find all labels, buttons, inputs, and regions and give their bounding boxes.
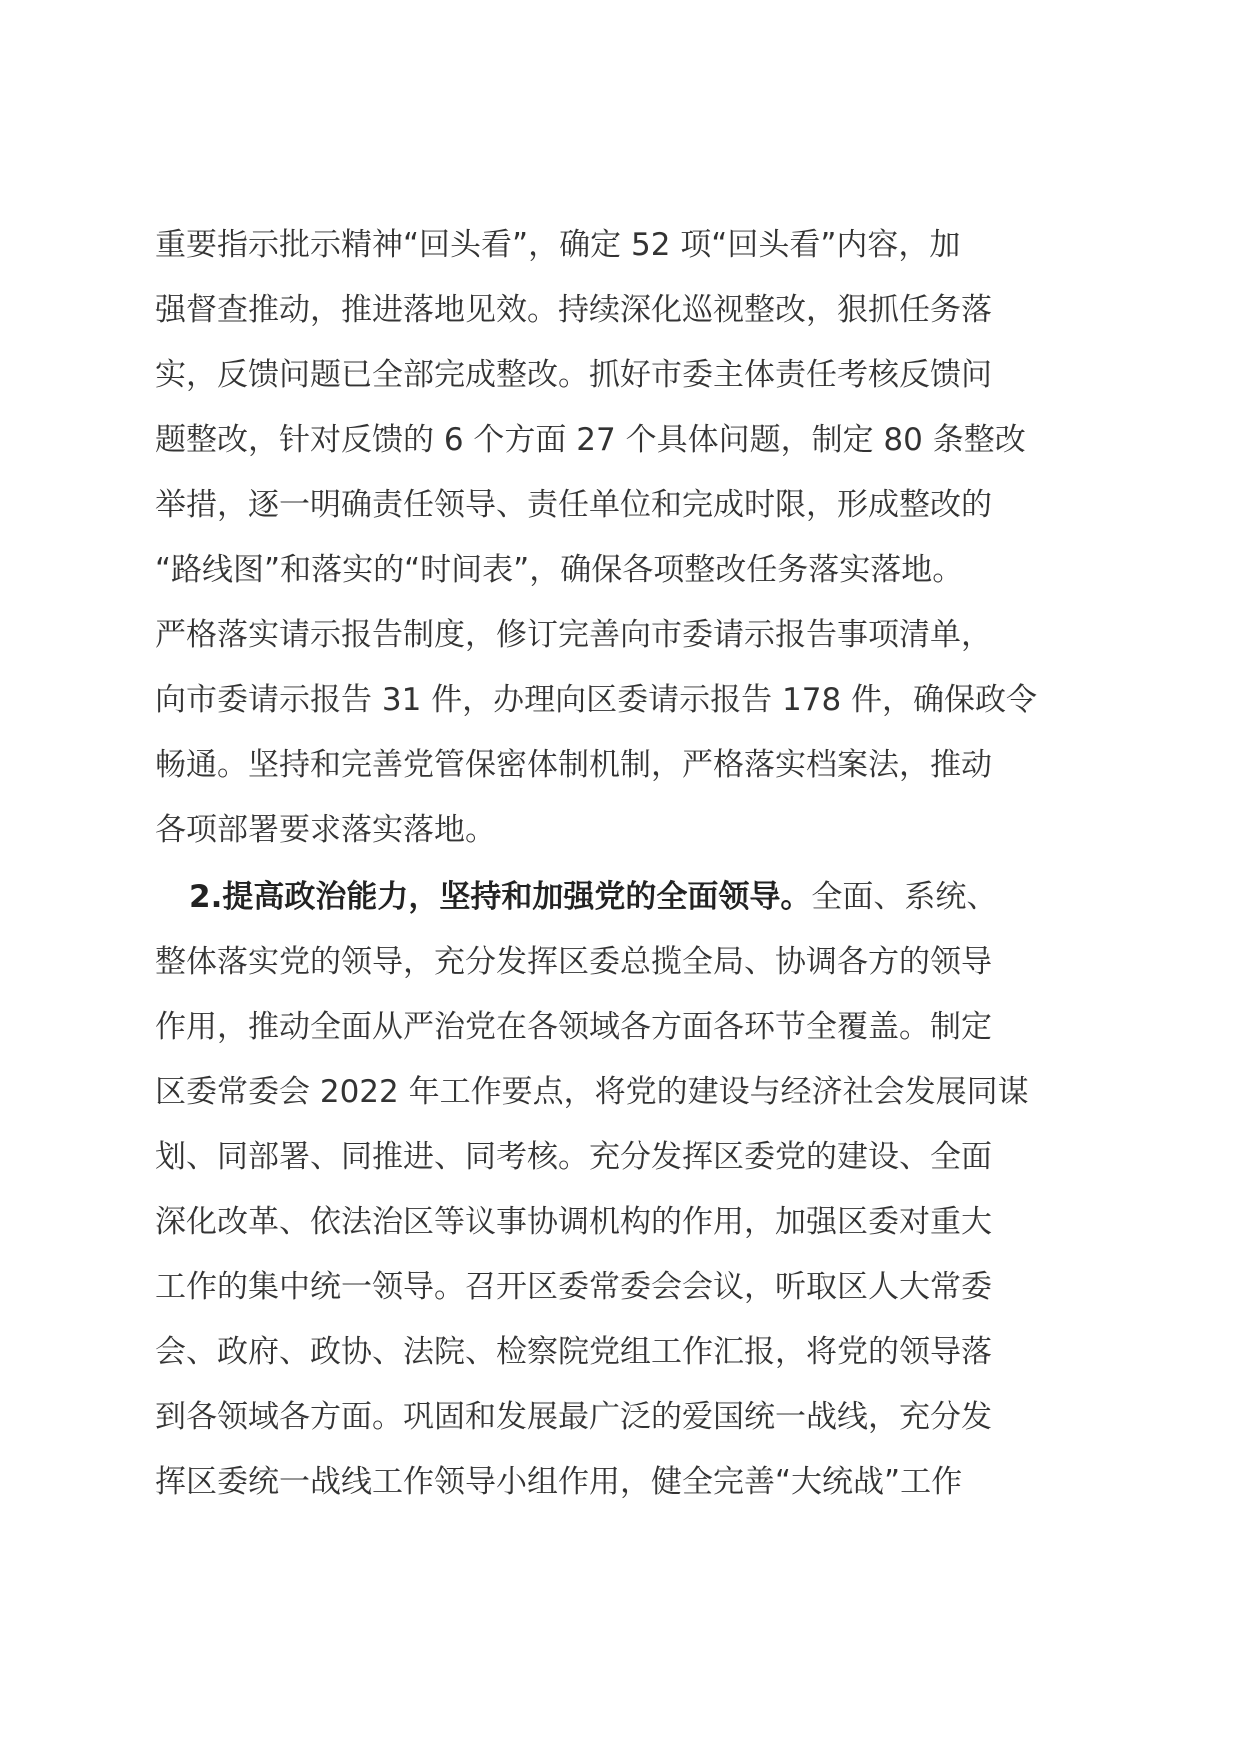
text-line: 工作的集中统一领导。召开区委常委会会议，听取区人大常委 [155,1269,992,1305]
text-line: 各项部署要求落实落地。 [155,812,496,848]
text-line: 向市委请示报告 31 件，办理向区委请示报告 178 件，确保政令 [155,682,1038,718]
text-line: 整体落实党的领导，充分发挥区委总揽全局、协调各方的领导 [155,944,992,980]
text-line: 题整改，针对反馈的 6 个方面 27 个具体问题，制定 80 条整改 [155,422,1026,458]
text-line: 到各领域各方面。巩固和发展最广泛的爱国统一战线，充分发 [155,1399,992,1435]
paragraph-continued [155,213,1095,863]
text-line: 实，反馈问题已全部完成整改。抓好市委主体责任考核反馈问 [155,357,992,393]
text-line: 严格落实请示报告制度，修订完善向市委请示报告事项清单， [155,617,992,653]
text-line: 作用，推动全面从严治党在各领域各方面各环节全覆盖。制定 [155,1009,992,1045]
text-line-first [155,865,1095,930]
text-line: 会、政府、政协、法院、检察院党组工作汇报，将党的领导落 [155,1334,992,1370]
text-line: 划、同部署、同推进、同考核。充分发挥区委党的建设、全面 [155,1139,992,1175]
text-fragment: 全面、系统、 [811,879,998,915]
text-line: “路线图”和落实的“时间表”，确保各项整改任务落实落地。 [155,552,964,588]
text-line: 区委常委会 2022 年工作要点，将党的建设与经济社会发展同谋 [155,1074,1029,1110]
text-line: 挥区委统一战线工作领导小组作用，健全完善“大统战”工作 [155,1464,963,1500]
text-line: 畅通。坚持和完善党管保密体制机制，严格落实档案法，推动 [155,747,992,783]
text-line: 强督查推动，推进落地见效。持续深化巡视整改，狠抓任务落 [155,292,992,328]
text-line: 深化改革、依法治区等议事协调机构的作用，加强区委对重大 [155,1204,992,1240]
section-heading: 2.提高政治能力，坚持和加强党的全面领导。 [189,879,812,915]
text-line: 重要指示批示精神“回头看”，确定 52 项“回头看”内容，加 [155,227,961,263]
paragraph-section-2 [155,865,1095,1515]
text-line: 举措，逐一明确责任领导、责任单位和完成时限，形成整改的 [155,487,992,523]
